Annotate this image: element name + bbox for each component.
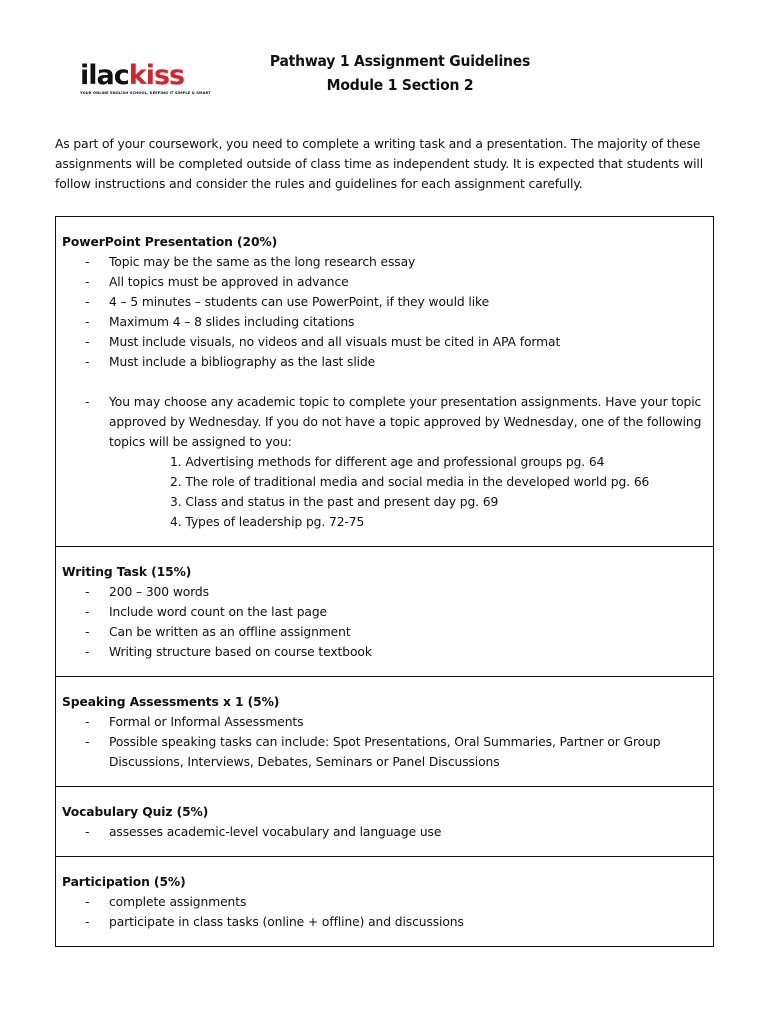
assignment-table	[55, 216, 714, 947]
document-title: Pathway 1 Assignment Guidelines	[269, 52, 531, 70]
bullet-list	[62, 712, 707, 772]
document-subtitle: Module 1 Section 2	[326, 76, 474, 94]
list-item: - Possible speaking tasks can include: Spot Presentations, Oral Summaries, Partner or Group Discussions, Interviews, Debates, Seminars or Panel Discussions	[62, 732, 707, 772]
topic-note: - You may choose any academic topic to complete your presentation assignments. Have your topic approved by Wednesday. If you do not have a topic approved by Wednesday, one of the following topics will be assigned to you:	[62, 392, 707, 452]
section-participation	[56, 857, 714, 947]
logo-tagline: YOUR ONLINE ENGLISH SCHOOL, KEEPING IT SIMPLE & SMART	[80, 91, 211, 95]
section-title: Speaking Assessments x 1 (5%)	[62, 695, 280, 709]
bullet-list	[62, 892, 707, 932]
ilackiss-logo	[80, 62, 220, 102]
topic-note-list	[62, 392, 707, 452]
section-vocabulary	[56, 787, 714, 857]
logo-wordmark: ilackiss	[80, 60, 185, 91]
list-item: - Must include a bibliography as the last slide	[62, 352, 707, 372]
section-title: Vocabulary Quiz (5%)	[62, 805, 209, 819]
section-speaking	[56, 677, 714, 787]
topic-item: Advertising methods for different age and professional groups pg. 64	[185, 455, 605, 469]
topic-item: Types of leadership pg. 72-75	[185, 515, 365, 529]
section-title: Writing Task (15%)	[62, 565, 192, 579]
list-item: - Writing structure based on course textbook	[62, 642, 707, 662]
bullet-list	[62, 582, 707, 662]
topic-list	[62, 452, 707, 532]
topic-item: Class and status in the past and present day pg. 69	[185, 495, 499, 509]
list-item: - All topics must be approved in advance	[62, 272, 707, 292]
list-item: - participate in class tasks (online + offline) and discussions	[62, 912, 707, 932]
list-item: - Formal or Informal Assessments	[62, 712, 707, 732]
section-title: Participation (5%)	[62, 875, 186, 889]
bullet-list	[62, 822, 707, 842]
intro-paragraph: As part of your coursework, you need to complete a writing task and a presentation. The majority of these assignments will be completed outside of class time as independent study. It is expected that students will follow instructions and consider the rules and guidelines for each assignment carefully.	[55, 137, 704, 191]
topic-item: The role of traditional media and social media in the developed world pg. 66	[185, 475, 650, 489]
section-writing	[56, 547, 714, 677]
list-item: - Include word count on the last page	[62, 602, 707, 622]
section-presentation	[56, 217, 714, 547]
section-title: PowerPoint Presentation (20%)	[62, 235, 278, 249]
list-item: - complete assignments	[62, 892, 707, 912]
list-item: - Can be written as an offline assignment	[62, 622, 707, 642]
list-item: - assesses academic-level vocabulary and language use	[62, 822, 707, 842]
list-item: - Topic may be the same as the long research essay	[62, 252, 707, 272]
list-item: - Maximum 4 – 8 slides including citations	[62, 312, 707, 332]
list-item: - Must include visuals, no videos and all visuals must be cited in APA format	[62, 332, 707, 352]
bullet-list	[62, 252, 707, 372]
list-item: - 200 – 300 words	[62, 582, 707, 602]
list-item: - 4 – 5 minutes – students can use PowerPoint, if they would like	[62, 292, 707, 312]
